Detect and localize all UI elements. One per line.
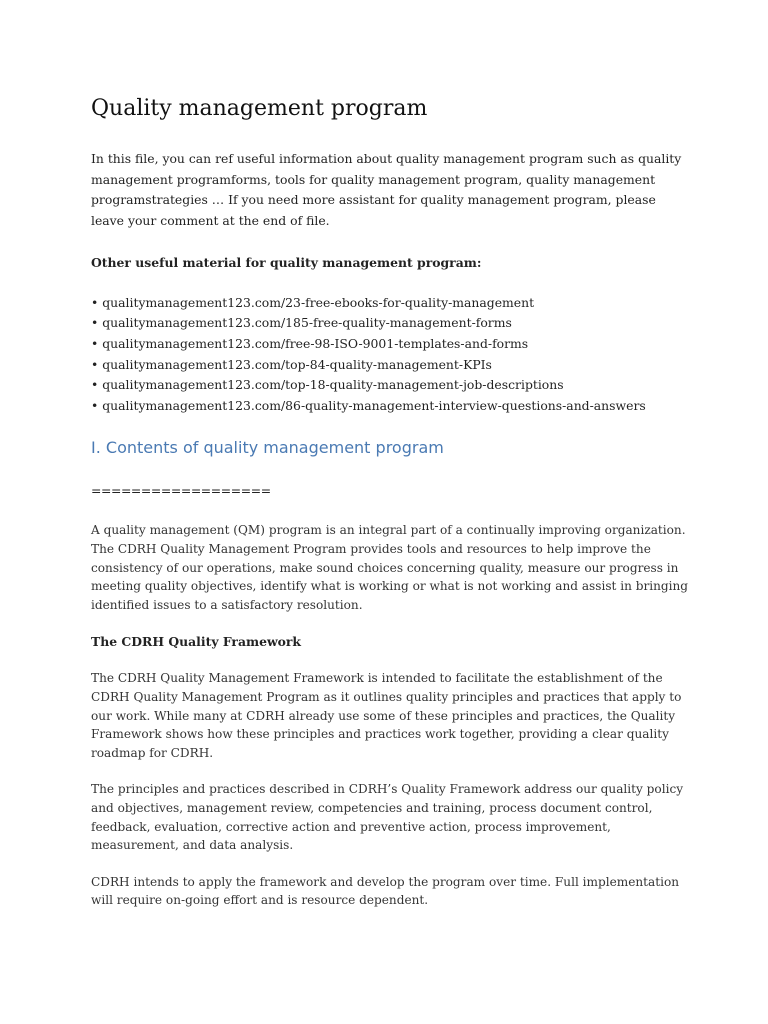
- apply-paragraph: CDRH intends to apply the framework and develop the program over time. Full implementation will require on-going effort and is resource dependent.: [91, 874, 680, 908]
- separator-line: ==================: [91, 482, 271, 498]
- link-item[interactable]: • qualitymanagement123.com/86-quality-management-interview-questions-and-answers: [91, 398, 646, 414]
- intro-paragraph: In this file, you can ref useful information about quality management program such as quality management programforms, tools for quality management program, quality management programstrategies … If you need more assistant for quality management program, please leave your comment at the end of file.: [91, 151, 682, 229]
- principles-paragraph: The principles and practices described in CDRH’s Quality Framework address our quality policy and objectives, management review, competencies and training, process document control, feedback, evaluation, corrective action and preventive action, process improvement, measurement, and data analysis.: [91, 782, 684, 853]
- section-heading: I. Contents of quality management program: [91, 437, 444, 457]
- document-title: Quality management program: [91, 96, 428, 121]
- qm-program-paragraph: A quality management (QM) program is an integral part of a continually improving organization. The CDRH Quality Management Program provides tools and resources to help improve the consistency of our operations, make sound choices concerning quality, measure our progress in meeting quality objectives, identify what is working or what is not working and assist in bringing identified issues to a satisfactory resolution.: [91, 523, 689, 612]
- framework-paragraph: The CDRH Quality Management Framework is intended to facilitate the establishment of the CDRH Quality Management Program as it outlines quality principles and practices that apply to our work. While many at CDRH already use some of these principles and practices, the Quality Framework shows how these principles and practices work together, providing a clear quality roadmap for CDRH.: [91, 671, 682, 760]
- link-item[interactable]: • qualitymanagement123.com/185-free-quality-management-forms: [91, 315, 512, 331]
- link-item[interactable]: • qualitymanagement123.com/23-free-ebooks-for-quality-management: [91, 294, 535, 310]
- links-list: [91, 293, 691, 417]
- links-heading: Other useful material for quality management program:: [91, 254, 482, 270]
- framework-heading: The CDRH Quality Framework: [91, 634, 302, 650]
- link-item[interactable]: • qualitymanagement123.com/free-98-ISO-9001-templates-and-forms: [91, 335, 529, 351]
- link-item[interactable]: • qualitymanagement123.com/top-18-quality-management-job-descriptions: [91, 377, 564, 393]
- link-item[interactable]: • qualitymanagement123.com/top-84-quality-management-KPIs: [91, 356, 492, 372]
- document-content: [91, 94, 691, 928]
